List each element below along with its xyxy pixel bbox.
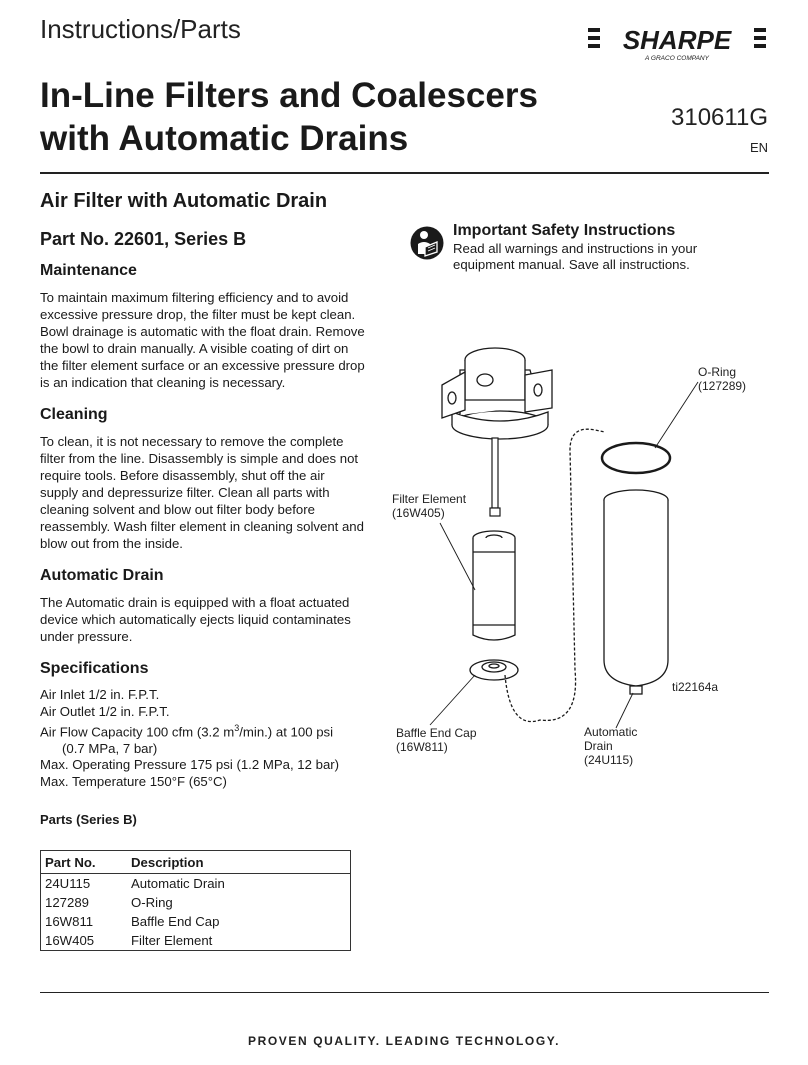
logo-subtitle: A GRACO COMPANY	[645, 55, 709, 62]
part-description-cell: Automatic Drain	[131, 876, 225, 891]
figure-id: ti22164a	[672, 680, 719, 694]
part-number-cell: 16W405	[45, 933, 95, 948]
baffle-end-cap-label: Baffle End Cap	[396, 726, 477, 740]
safety-title: Important Safety Instructions	[453, 222, 676, 239]
bowl-icon	[604, 490, 668, 694]
spec-max-pressure: Max. Operating Pressure 175 psi (1.2 MPa, 12 bar)	[40, 757, 340, 773]
automatic-drain-label: Automatic	[584, 725, 638, 739]
automatic-drain-part: (24U115)	[584, 753, 634, 767]
read-manual-icon	[410, 226, 444, 260]
spec-air-inlet: Air Inlet 1/2 in. F.P.T.	[40, 687, 160, 702]
baffle-end-cap-part: (16W811)	[396, 740, 448, 754]
main-column	[40, 190, 365, 841]
oring-part: (127289)	[698, 379, 747, 393]
parts-heading: Parts (Series B)	[40, 812, 137, 828]
part-number-cell: 127289	[45, 895, 90, 910]
table-row	[41, 931, 351, 951]
page-title	[40, 74, 600, 160]
part-number-cell: 16W811	[45, 914, 94, 929]
part-number-heading: Part No. 22601, Series B	[40, 229, 247, 249]
title-line-1: In-Line Filters and Coalescers	[40, 76, 538, 115]
filter-element-part: (16W405)	[392, 506, 445, 520]
filter-element-icon	[473, 531, 515, 640]
parts-table	[40, 850, 351, 951]
specifications-heading: Specifications	[40, 660, 149, 677]
spec-air-flow: Air Flow Capacity 100 cfm (3.2 $m^3/\min$.) at 100 psi	[40, 723, 334, 740]
maintenance-text: To maintain maximum filtering efficiency and to avoid excessive pressure drop, the filter must be kept clean. Bowl drainage is automatic with the float drain. Remove the bowl to drain manually. A visible coating of dirt on the filter element surface or an excessive pressure drop is an indication that cleaning is necessary.	[40, 290, 365, 390]
part-description-cell: Baffle End Cap	[131, 914, 220, 929]
table-header-row	[41, 851, 351, 874]
spec-air-outlet: Air Outlet 1/2 in. F.P.T.	[40, 703, 170, 719]
title-line-2: with Automatic Drains	[40, 119, 409, 158]
part-number-cell: 24U115	[45, 876, 91, 891]
column-header-description: Description	[127, 851, 351, 874]
baffle-end-cap-icon	[470, 660, 518, 680]
maintenance-heading: Maintenance	[40, 262, 137, 279]
header-divider	[40, 172, 769, 174]
filter-element-label: Filter Element	[392, 492, 467, 506]
document-number: 310611G	[671, 104, 768, 131]
logo-brand: SHARPE	[622, 25, 732, 55]
o-ring-icon	[602, 443, 670, 473]
cleaning-text: To clean, it is not necessary to remove the complete filter from the line. Disassembly is simple and does not require tools. Before disassembly, shut off the air supply and depressurize filter. Clean all parts with cleaning solvent and blow out filter body before reassembly. Wash filter element in cleaning solvent and blow out from the inside.	[40, 434, 364, 551]
automatic-drain-heading: Automatic Drain	[40, 567, 164, 584]
column-header-part-no: Part No.	[41, 851, 128, 874]
cleaning-heading: Cleaning	[40, 406, 108, 423]
assembly-path-line	[505, 429, 605, 721]
spec-max-temperature: Max. Temperature 150°F (65°C)	[40, 773, 227, 789]
oring-label: O-Ring	[698, 365, 737, 379]
part-description-cell: Filter Element	[131, 933, 213, 948]
table-row	[41, 912, 351, 931]
spec-air-flow-metric: (0.7 MPa, 7 bar)	[62, 740, 158, 756]
automatic-drain-label-2: Drain	[584, 739, 613, 753]
language-code: EN	[749, 140, 768, 155]
footer-divider	[40, 992, 769, 993]
center-rod-icon	[490, 438, 500, 516]
filter-head-icon	[442, 348, 552, 439]
document-type: Instructions/Parts	[40, 14, 241, 44]
section-title: Air Filter with Automatic Drain	[40, 190, 328, 212]
automatic-drain-text: The Automatic drain is equipped with a float actuated device which automatically ejects liquid contaminates under pressure.	[40, 595, 351, 644]
table-row	[41, 874, 351, 894]
part-description-cell: O-Ring	[131, 895, 173, 910]
sharpe-logo	[588, 22, 768, 66]
table-row	[41, 893, 351, 912]
safety-text: Read all warnings and instructions in your equipment manual. Save all instructions.	[453, 241, 698, 272]
footer-tagline: PROVEN QUALITY. LEADING TECHNOLOGY.	[247, 1034, 561, 1048]
exploded-parts-diagram	[380, 330, 780, 790]
